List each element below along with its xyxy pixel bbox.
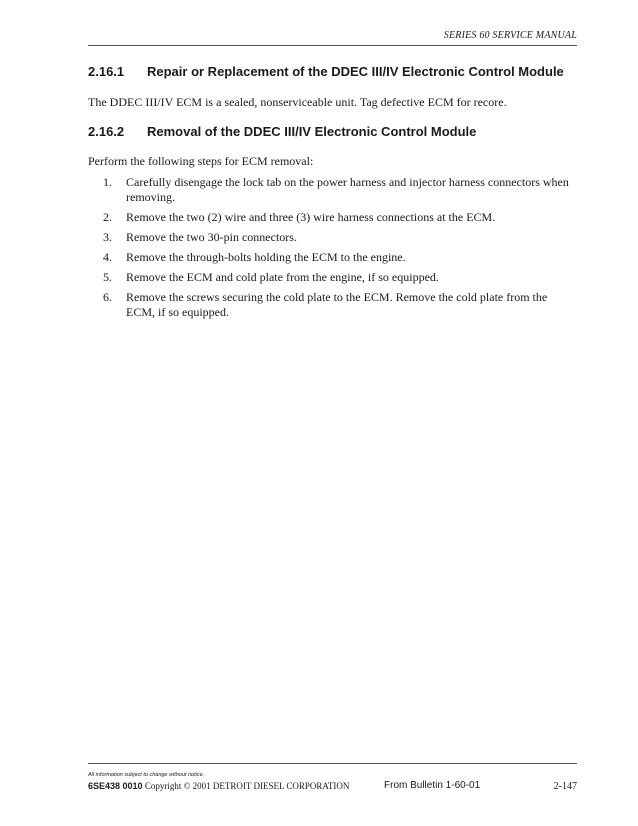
- list-item: [103, 210, 573, 225]
- list-item: [103, 175, 573, 205]
- step-text: Remove the ECM and cold plate from the engine, if so equipped.: [126, 270, 439, 284]
- bulletin-reference: From Bulletin 1-60-01: [384, 780, 481, 791]
- section-intro: Perform the following steps for ECM removal:: [88, 154, 314, 168]
- step-text: Remove the two (2) wire and three (3) wire harness connections at the ECM.: [126, 210, 496, 224]
- page-number: 2-147: [553, 781, 577, 792]
- doc-code: 6SE438 0010: [88, 781, 143, 791]
- step-number: 5.: [103, 270, 112, 284]
- section-title: Removal of the DDEC III/IV Electronic Control Module: [147, 124, 477, 139]
- copyright: Copyright © 2001 DETROIT DIESEL CORPORATION: [144, 781, 350, 791]
- header-divider: [88, 45, 577, 46]
- section-body: The DDEC III/IV ECM is a sealed, nonserviceable unit. Tag defective ECM for recore.: [88, 95, 507, 109]
- step-number: 1.: [103, 175, 112, 189]
- footer-doc-info: [88, 781, 349, 791]
- step-number: 6.: [103, 290, 112, 304]
- list-item: [103, 230, 573, 245]
- list-item: [103, 270, 573, 285]
- list-item: [103, 250, 573, 265]
- footer-notice: All information subject to change without notice.: [88, 772, 205, 778]
- step-number: 3.: [103, 230, 112, 244]
- step-text: Remove the screws securing the cold plate to the ECM. Remove the cold plate from the ECM, if so equipped.: [126, 290, 548, 319]
- step-number: 4.: [103, 250, 112, 264]
- removal-steps-list: [103, 175, 573, 325]
- section-number: 2.16.1: [88, 64, 125, 79]
- section-title: Repair or Replacement of the DDEC III/IV Electronic Control Module: [147, 64, 564, 79]
- step-text: Carefully disengage the lock tab on the power harness and injector harness connectors when removing.: [126, 175, 569, 204]
- manual-title: SERIES 60 SERVICE MANUAL: [443, 30, 577, 41]
- footer-divider: [88, 763, 577, 764]
- list-item: [103, 290, 573, 320]
- section-number: 2.16.2: [88, 124, 125, 139]
- step-number: 2.: [103, 210, 112, 224]
- step-text: Remove the two 30-pin connectors.: [126, 230, 297, 244]
- step-text: Remove the through-bolts holding the ECM to the engine.: [126, 250, 406, 264]
